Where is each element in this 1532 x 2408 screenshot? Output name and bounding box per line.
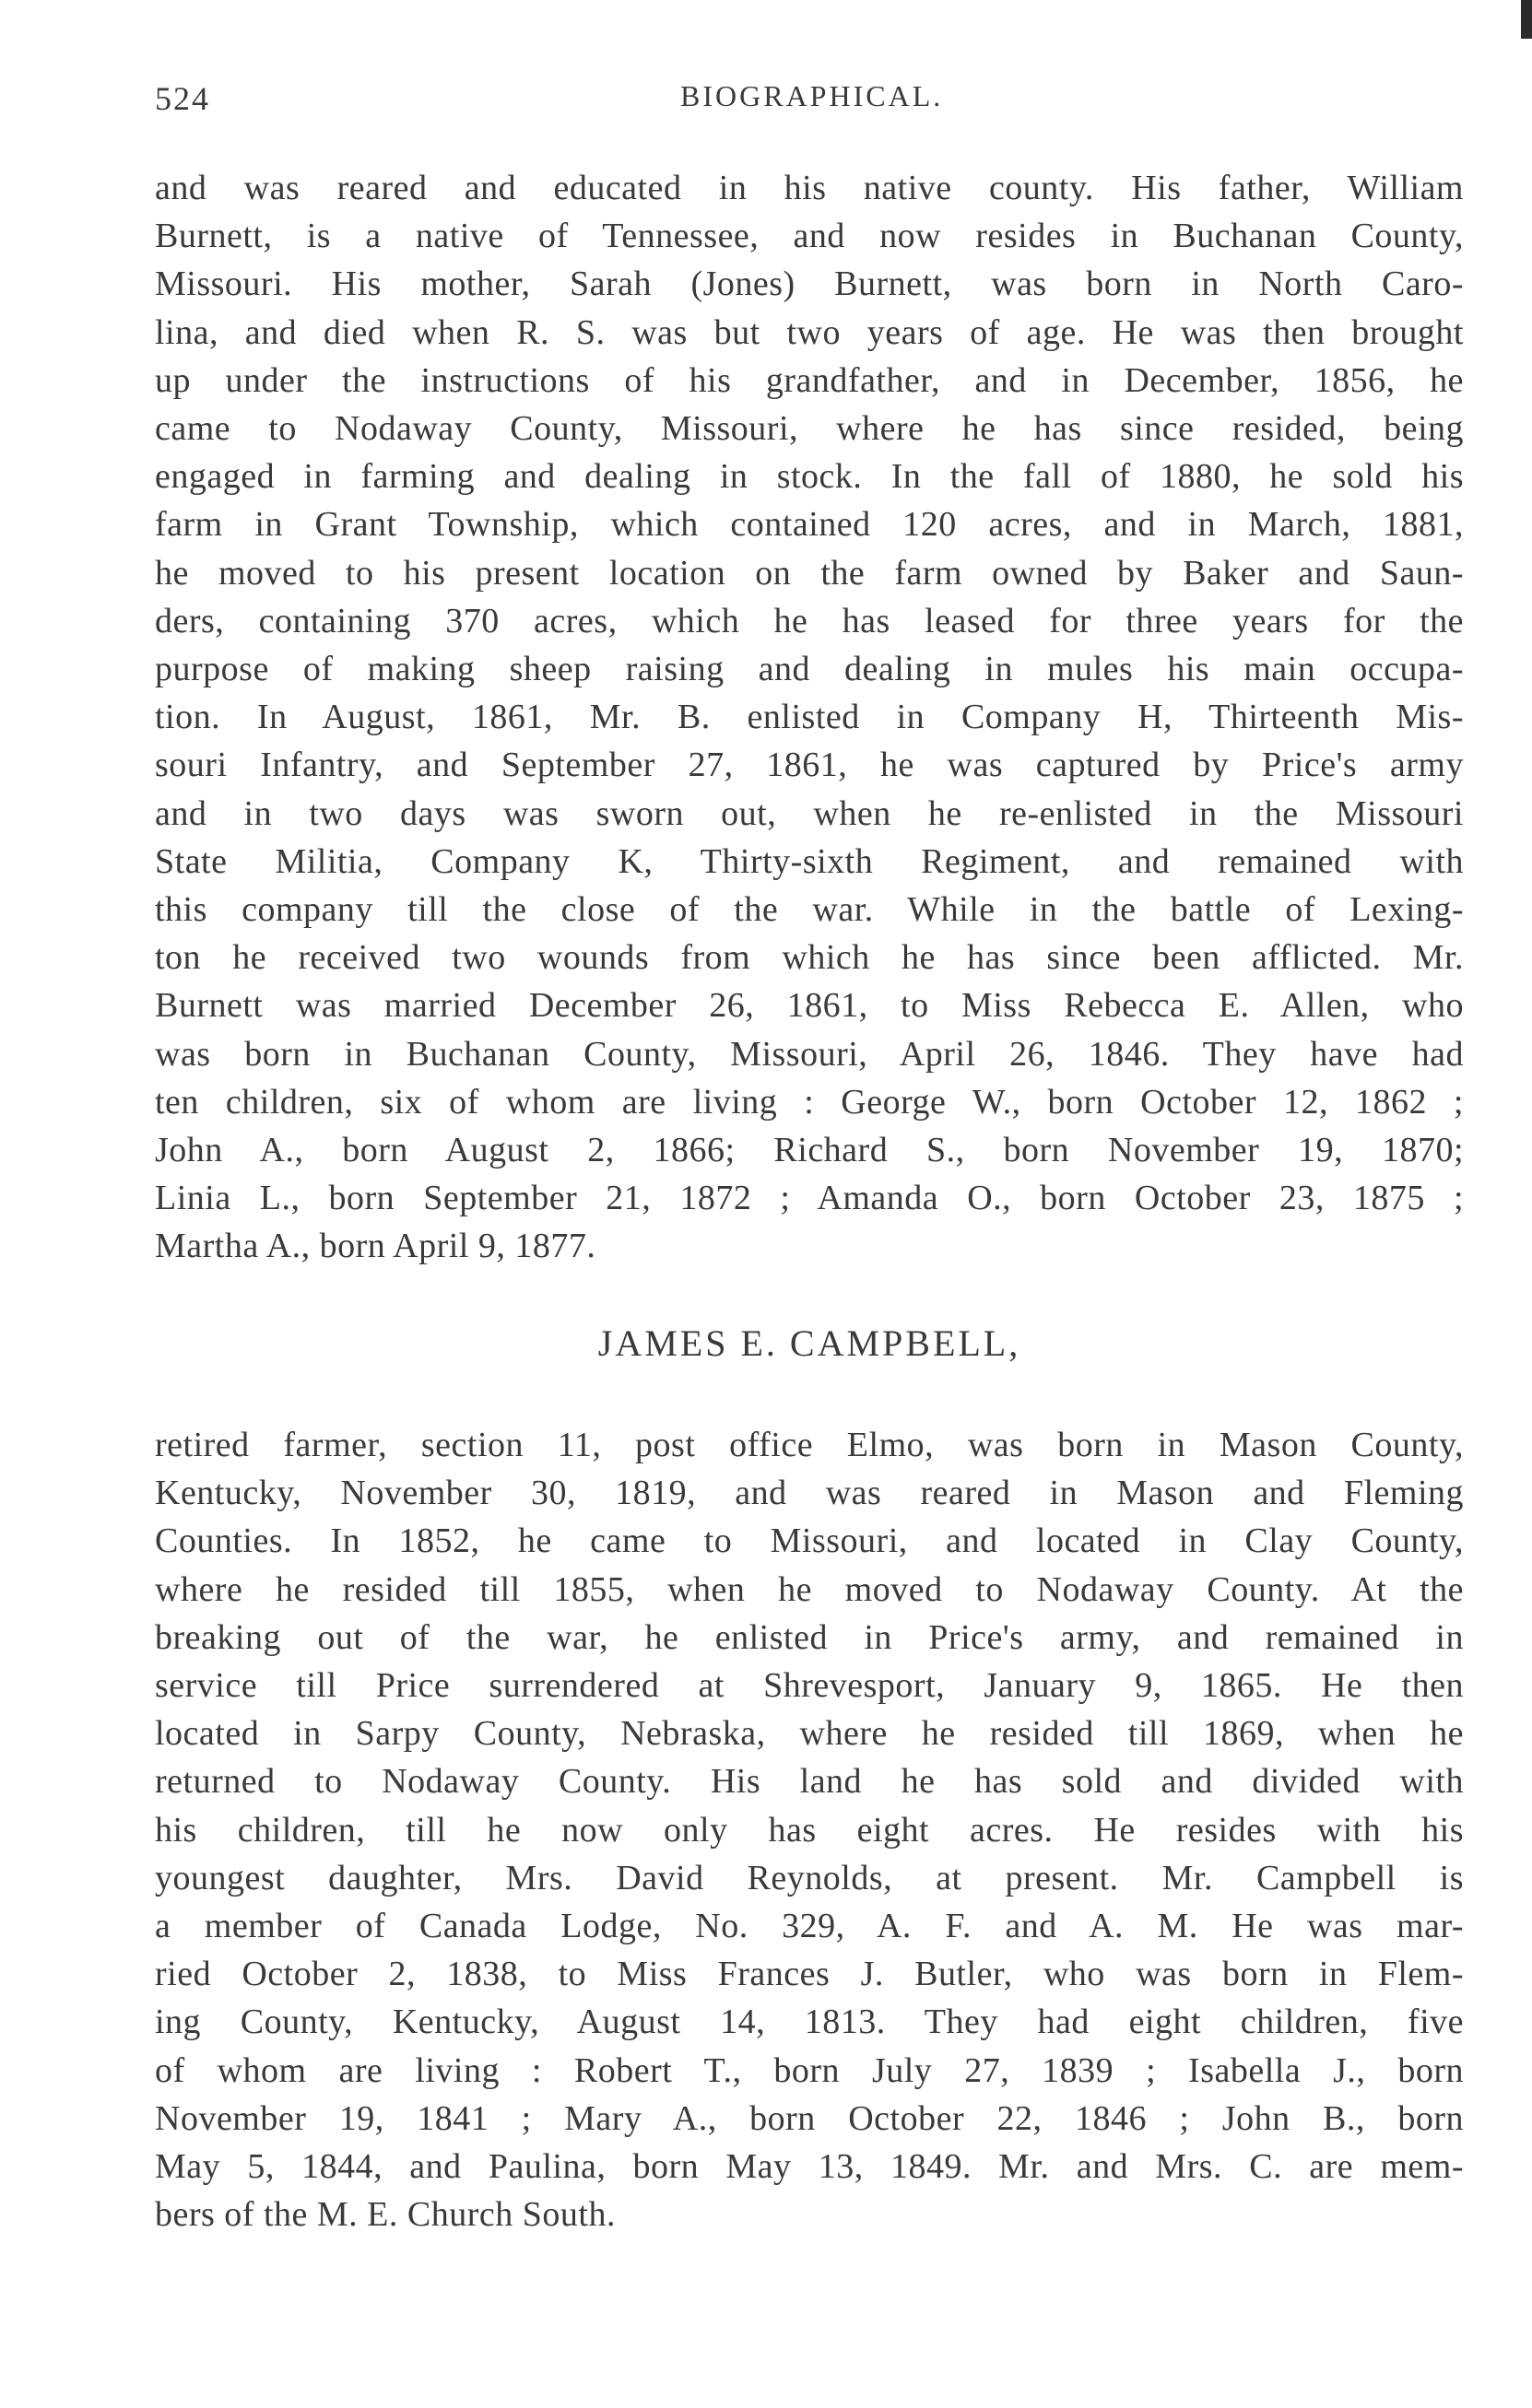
- text-line: retired farmer, section 11, post office Elmo, was born in Mason County,: [155, 1426, 1464, 1464]
- text-line: tion. In August, 1861, Mr. B. enlisted in Company H, Thirteenth Mis-: [155, 698, 1464, 737]
- text-line: ton he received two wounds from which he has since been afflicted. Mr.: [155, 938, 1464, 978]
- text-line: Burnett, is a native of Tennessee, and now resides in Buchanan County,: [155, 217, 1464, 256]
- text-line: ing County, Kentucky, August 14, 1813. They had eight children, five: [155, 2003, 1464, 2042]
- text-line: service till Price surrendered at Shrevesport, January 9, 1865. He then: [155, 1666, 1464, 1706]
- text-line: he moved to his present location on the farm owned by Baker and Saun-: [155, 553, 1464, 593]
- text-line: Missouri. His mother, Sarah (Jones) Burnett, was born in North Caro-: [155, 264, 1464, 304]
- text-line: May 5, 1844, and Paulina, born May 13, 1849. Mr. and Mrs. C. are mem-: [155, 2147, 1464, 2187]
- text-line: youngest daughter, Mrs. David Reynolds, at present. Mr. Campbell is: [155, 1858, 1464, 1897]
- text-line: this company till the close of the war. While in the battle of Lexing-: [155, 890, 1464, 930]
- text-line: a member of Canada Lodge, No. 329, A. F. and A. M. He was mar-: [155, 1907, 1464, 1946]
- text-line: and was reared and educated in his native county. His father, William: [155, 169, 1464, 207]
- text-line: farm in Grant Township, which contained 120 acres, and in March, 1881,: [155, 505, 1464, 545]
- text-line: ried October 2, 1838, to Miss Frances J. Butler, who was born in Flem-: [155, 1955, 1464, 1994]
- text-line: came to Nodaway County, Missouri, where he has since resided, being: [155, 409, 1464, 449]
- page-edge-mark: [1521, 0, 1532, 39]
- text-line: located in Sarpy County, Nebraska, where he resided till 1869, when he: [155, 1714, 1464, 1754]
- text-line: Burnett was married December 26, 1861, to Miss Rebecca E. Allen, who: [155, 986, 1464, 1026]
- text-line: State Militia, Company K, Thirty-sixth Regiment, and remained with: [155, 841, 1464, 881]
- text-line: his children, till he now only has eight acres. He resides with his: [155, 1810, 1464, 1850]
- text-line: bers of the M. E. Church South.: [155, 2195, 616, 2235]
- text-line: and in two days was sworn out, when he re-enlisted in the Missouri: [155, 793, 1464, 833]
- text-line: up under the instructions of his grandfather, and in December, 1856, he: [155, 360, 1464, 400]
- text-line: ders, containing 370 acres, which he has leased for three years for the: [155, 601, 1464, 640]
- running-title: BIOGRAPHICAL.: [680, 79, 944, 112]
- text-line: where he resided till 1855, when he moved to Nodaway County. At the: [155, 1569, 1464, 1609]
- text-line: returned to Nodaway County. His land he has sold and divided with: [155, 1762, 1464, 1802]
- text-line: Counties. In 1852, he came to Missouri, and located in Clay County,: [155, 1521, 1464, 1561]
- text-line: souri Infantry, and September 27, 1861, he was captured by Price's army: [155, 746, 1464, 785]
- text-line: John A., born August 2, 1866; Richard S., born November 19, 1870;: [155, 1131, 1464, 1170]
- page-number: 524: [155, 80, 210, 117]
- text-line: November 19, 1841 ; Mary A., born October 22, 1846 ; John B., born: [155, 2098, 1464, 2138]
- text-line: was born in Buchanan County, Missouri, April 26, 1846. They have had: [155, 1034, 1464, 1074]
- entry-heading-campbell: JAMES E. CAMPBELL,: [597, 1322, 1021, 1364]
- campbell-biography-text: [155, 1421, 1464, 2238]
- text-line: breaking out of the war, he enlisted in Price's army, and remained in: [155, 1617, 1464, 1657]
- burnett-biography-text: [155, 164, 1464, 1271]
- text-line: Martha A., born April 9, 1877.: [155, 1227, 596, 1266]
- text-line: Linia L., born September 21, 1872 ; Amanda O., born October 23, 1875 ;: [155, 1179, 1464, 1218]
- text-line: ten children, six of whom are living : George W., born October 12, 1862 ;: [155, 1082, 1464, 1122]
- text-line: purpose of making sheep raising and dealing in mules his main occupa-: [155, 650, 1464, 689]
- text-line: of whom are living : Robert T., born July 27, 1839 ; Isabella J., born: [155, 2050, 1464, 2090]
- text-line: engaged in farming and dealing in stock. In the fall of 1880, he sold his: [155, 457, 1464, 497]
- text-line: lina, and died when R. S. was but two years of age. He was then brought: [155, 312, 1464, 352]
- text-line: Kentucky, November 30, 1819, and was reared in Mason and Fleming: [155, 1474, 1464, 1513]
- page-header: [155, 79, 1464, 135]
